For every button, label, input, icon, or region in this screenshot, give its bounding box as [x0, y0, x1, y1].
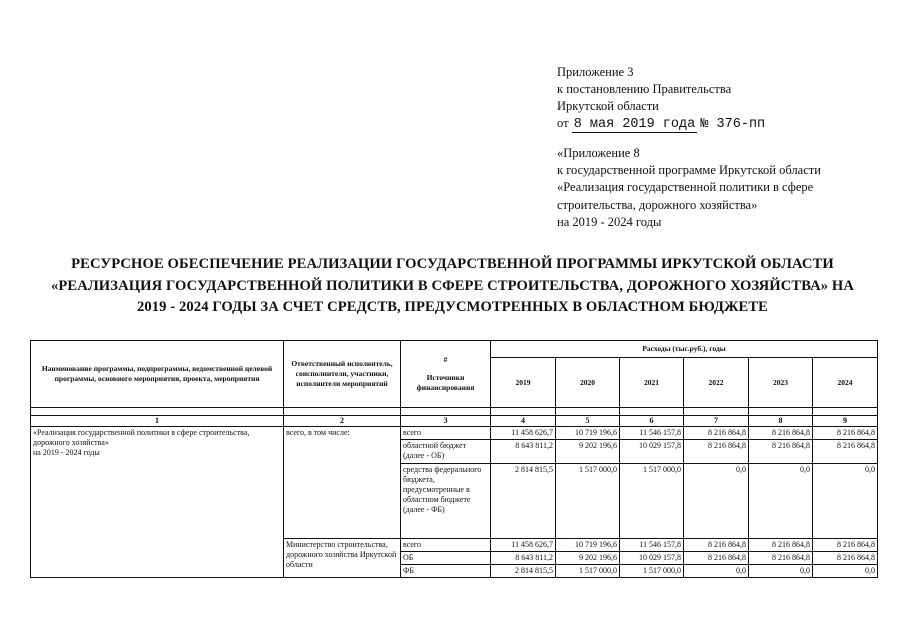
date-prefix: от [557, 116, 569, 130]
value-cell: 0,0 [749, 565, 813, 578]
value-cell: 11 546 157,8 [620, 427, 684, 440]
value-cell: 9 202 196,6 [556, 552, 620, 565]
value-cell: 2 814 815,5 [491, 565, 556, 578]
title-line: 2019 - 2024 ГОДЫ ЗА СЧЕТ СРЕДСТВ, ПРЕДУСМОТРЕННЫХ В ОБЛАСТНОМ БЮДЖЕТЕ [136, 299, 769, 315]
document-title [20, 254, 885, 319]
program-appendix-header [557, 145, 821, 231]
column-index: 1 [31, 416, 284, 427]
column-index: 4 [491, 416, 556, 427]
value-cell: 8 216 864,8 [684, 552, 749, 565]
appendix2-line: «Приложение 8 [557, 146, 640, 160]
header-year: 2020 [556, 358, 620, 408]
appendix-line: к постановлению Правительства [557, 82, 732, 96]
column-index: 9 [813, 416, 878, 427]
value-cell: 8 216 864,8 [813, 427, 878, 440]
program-name-line: «Реализация государственной политики в сфере строительства, [33, 428, 250, 437]
header-mark: # [443, 355, 448, 364]
value-cell: 1 517 000,0 [556, 565, 620, 578]
header-name: Наименование программы, подпрограммы, ведомственной целевой программы, основного мероприятия, проекта, мероприятия [31, 341, 284, 408]
value-cell: 10 719 196,6 [556, 539, 620, 552]
table-row [31, 427, 878, 440]
value-cell: 11 546 157,8 [620, 539, 684, 552]
value-cell: 8 216 864,8 [684, 539, 749, 552]
source-cell: ОБ [401, 552, 491, 565]
header-executor: Ответственный исполнитель, соисполнители, участники, исполнители мероприятий [284, 341, 401, 408]
value-cell: 8 216 864,8 [749, 539, 813, 552]
title-line: «РЕАЛИЗАЦИЯ ГОСУДАРСТВЕННОЙ ПОЛИТИКИ В СФЕРЕ СТРОИТЕЛЬСТВА, ДОРОЖНОГО ХОЗЯЙСТВА» НА [50, 277, 855, 294]
value-cell: 8 216 864,8 [749, 552, 813, 565]
value-cell: 8 216 864,8 [813, 539, 878, 552]
source-cell: областной бюджет (далее - ОБ) [401, 440, 491, 464]
title-line: РЕСУРСНОЕ ОБЕСПЕЧЕНИЕ РЕАЛИЗАЦИИ ГОСУДАРСТВЕННОЙ ПРОГРАММЫ ИРКУТСКОЙ ОБЛАСТИ [71, 256, 834, 272]
value-cell: 1 517 000,0 [620, 565, 684, 578]
decree-date: 8 мая 2019 года [573, 117, 696, 132]
value-cell: 10 029 157,8 [620, 552, 684, 565]
header-year: 2023 [749, 358, 813, 408]
header-source-label: Источники финансирования [416, 373, 475, 392]
value-cell: 8 216 864,8 [813, 440, 878, 464]
value-cell: 8 216 864,8 [813, 552, 878, 565]
column-index: 8 [749, 416, 813, 427]
spacer-row [31, 408, 878, 416]
source-cell: всего [401, 427, 491, 440]
column-index: 3 [401, 416, 491, 427]
header-source [401, 341, 491, 408]
value-cell: 0,0 [813, 565, 878, 578]
value-cell: 0,0 [684, 565, 749, 578]
value-cell: 0,0 [813, 464, 878, 539]
value-cell: 0,0 [684, 464, 749, 539]
source-cell: ФБ [401, 565, 491, 578]
value-cell: 8 643 811,2 [491, 552, 556, 565]
value-cell: 11 458 626,7 [491, 539, 556, 552]
header-row [31, 341, 878, 358]
value-cell: 1 517 000,0 [620, 464, 684, 539]
value-cell: 2 814 815,5 [491, 464, 556, 539]
appendix-date-line [557, 115, 765, 133]
value-cell: 8 643 811,2 [491, 440, 556, 464]
program-name-cell [31, 427, 284, 539]
source-cell: средства федерального бюджета, предусмотренные в областном бюджете (далее - ФБ) [401, 464, 491, 539]
appendix-line: Приложение 3 [557, 65, 634, 79]
value-cell: 8 216 864,8 [749, 427, 813, 440]
header-expenses: Расходы (тыс.руб.), годы [491, 341, 878, 358]
column-index: 7 [684, 416, 749, 427]
value-cell: 1 517 000,0 [556, 464, 620, 539]
header-year: 2021 [620, 358, 684, 408]
value-cell: 10 029 157,8 [620, 440, 684, 464]
appendix2-line: строительства, дорожного хозяйства» [557, 197, 758, 212]
column-index: 6 [620, 416, 684, 427]
column-index: 2 [284, 416, 401, 427]
header-year: 2019 [491, 358, 556, 408]
appendix2-line: «Реализация государственной политики в сфере [557, 180, 814, 195]
value-cell: 0,0 [749, 464, 813, 539]
value-cell: 10 719 196,6 [556, 427, 620, 440]
source-cell: всего [401, 539, 491, 552]
column-index: 5 [556, 416, 620, 427]
appendix2-line: на 2019 - 2024 годы [557, 214, 662, 229]
program-name-cell-cont [31, 539, 284, 578]
value-cell: 11 458 626,7 [491, 427, 556, 440]
program-name-line: дорожного хозяйства» [33, 438, 109, 447]
decree-number: № 376-пп [700, 117, 766, 132]
value-cell: 8 216 864,8 [684, 427, 749, 440]
appendix-header [557, 64, 765, 133]
program-name-line: на 2019 - 2024 годы [33, 448, 100, 457]
appendix-line: Иркутской области [557, 99, 659, 113]
value-cell: 8 216 864,8 [684, 440, 749, 464]
appendix2-line: к государственной программе Иркутской области [557, 163, 821, 178]
value-cell: 8 216 864,8 [749, 440, 813, 464]
header-year: 2022 [684, 358, 749, 408]
value-cell: 9 202 196,6 [556, 440, 620, 464]
column-index-row [31, 416, 878, 427]
executor-cell: Министерство строительства, дорожного хозяйства Иркутской области [284, 539, 401, 578]
header-year: 2024 [813, 358, 878, 408]
table-row [31, 539, 878, 552]
executor-cell: всего, в том числе: [284, 427, 401, 539]
budget-table [30, 340, 878, 578]
